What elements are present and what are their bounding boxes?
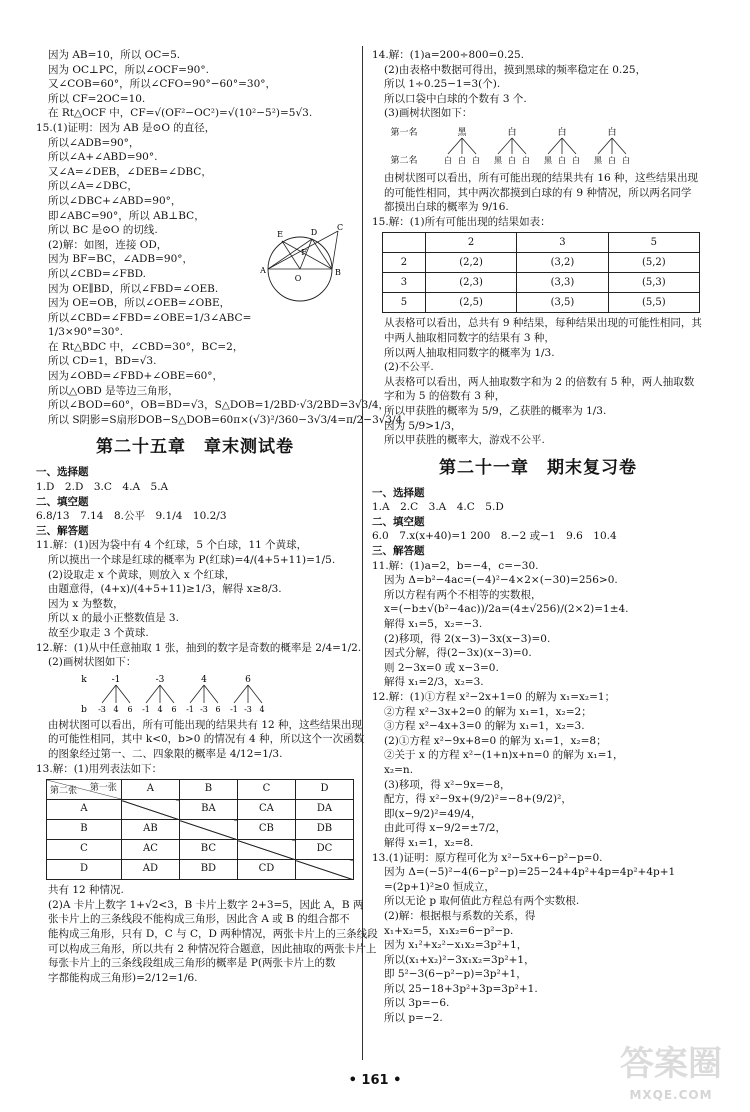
text-line: 14.解：(1)a=200÷800=0.25. xyxy=(372,49,525,61)
table-cell: BD xyxy=(179,860,237,880)
table-cell: (2,3) xyxy=(425,273,516,293)
tree-label: 6 xyxy=(245,674,251,685)
text-line: 6.8/13 7.14 8.公平 9.1/4 10.2/3 xyxy=(36,510,227,523)
text-line: 所以无论 p 取何值此方程总有两个实数根. xyxy=(384,895,580,908)
text-line: (2)画树状图如下： xyxy=(48,656,137,669)
text-line: 每张卡片上的三条线段组成三角形的概率是 P(两张卡片上的数 xyxy=(48,957,336,970)
text-line: ③方程 x²−4x+3=0 的解为 x₁=1，x₂=3. xyxy=(384,720,585,733)
text-line: 所以方程有两个不相等的实数根， xyxy=(384,588,542,601)
text-line: 所以(x₁+x₂)²−3x₁x₂=3p²+1， xyxy=(384,953,535,966)
tree-branch xyxy=(160,685,174,703)
tree-label: 白 xyxy=(608,155,616,165)
table-15 xyxy=(382,232,700,313)
text-line: 12.解：(1)从中任意抽取 1 张，抽到的数字是奇数的概率是 2/4=1/2. xyxy=(36,641,362,654)
text-line: 因为 OE∥BD，所以∠FBD=∠OEB. xyxy=(48,282,219,295)
tree-label: 白 xyxy=(458,155,466,165)
text-line: 所以甲获胜的概率为 5/9，乙获胜的概率为 1/3. xyxy=(384,404,607,417)
tree-label: 4 xyxy=(157,704,163,714)
table-cell: (3,5) xyxy=(517,293,608,313)
text-line: 字和为 5 的倍数有 3 种， xyxy=(384,390,506,403)
table-cell: CA xyxy=(237,800,295,820)
text-line: 张卡片上的三条线段不能构成三角形，因此含 A 或 B 的组合都不 xyxy=(48,913,350,926)
text-line: 因为 AB=10，所以 OC=5. xyxy=(48,49,181,61)
watermark-main: 答案圈 xyxy=(620,1044,722,1084)
table-cell: 3 xyxy=(383,273,426,293)
text-line: (2)①方程 x²−9x+8=0 的解为 x₁=1，x₂=8； xyxy=(384,734,607,747)
tree-branch xyxy=(548,138,562,154)
table-cell: AB xyxy=(121,820,179,840)
tree-branch xyxy=(282,241,332,269)
text-line: 13.解：(1)用列表法如下： xyxy=(36,762,163,775)
text-line: 因为 BF=BC，∠ADB=90°， xyxy=(48,253,194,266)
chapter25-answers-part1 xyxy=(36,465,362,669)
tree-label: B xyxy=(335,268,341,278)
tree-label: O xyxy=(294,274,302,284)
tree-label: 黑 xyxy=(594,155,602,165)
text-line: 从表格可以看出，总共有 9 种结果，每种结果出现的可能性相同，其 xyxy=(384,317,702,330)
watermark-logo xyxy=(606,1036,736,1106)
tree-label: -3 xyxy=(244,704,252,714)
tree-label: -1 xyxy=(142,704,150,714)
text-line: x₁+x₂=5，x₁x₂=6−p²−p. xyxy=(384,924,514,937)
text-line: (2)设取走 x 个黄球，则放入 x 个红球， xyxy=(48,568,236,581)
text-line: 12.解：(1)①方程 x²−2x+1=0 的解为 x₁=x₂=1； xyxy=(372,691,616,703)
tree-branch xyxy=(248,685,262,703)
text-line: 即∠ABC=90°，所以 AB⊥BC， xyxy=(48,209,205,222)
text-line: 因为 x 为整数， xyxy=(48,597,124,610)
text-line: 字都能构成三角形)=2/12=1/6. xyxy=(48,971,198,984)
text-line: 一、选择题 xyxy=(372,486,425,499)
table-cell: CD xyxy=(237,860,295,880)
text-line: 的可能性相同，其中两次都摸到白球的有 9 种情况，所以两名同学 xyxy=(384,186,692,199)
text-line: 所以 1÷0.25−1=3(个). xyxy=(384,78,501,91)
text-line: 所以口袋中白球的个数有 3 个. xyxy=(384,92,527,105)
right-column xyxy=(372,48,704,1062)
table-cell xyxy=(295,860,353,880)
text-line: 从表格可以看出，两人抽取数字和为 2 的倍数有 5 种，两人抽取数 xyxy=(384,375,695,388)
text-line: 因为 OE=OB，所以∠OEB=∠OBE， xyxy=(48,297,231,310)
tree-label: 6 xyxy=(171,704,177,714)
text-line: 所以 p=−2. xyxy=(384,1012,443,1025)
table-cell: (5,3) xyxy=(608,273,699,293)
text-line: 配方，得 x²−9x+(9/2)²=−8+(9/2)²， xyxy=(384,793,572,806)
text-line: 解得 x₁=1，x₂=8. xyxy=(384,836,474,849)
table-header-cell: 5 xyxy=(608,233,699,253)
table-cell: AC xyxy=(121,840,179,860)
text-line: 15.解：(1)所有可能出现的结果如表： xyxy=(372,215,551,228)
text-line: 因为 Δ=b²−4ac=(−4)²−4×2×(−30)=256>0. xyxy=(384,574,618,587)
tree-label: -3 xyxy=(98,704,106,714)
table-cell: (5,5) xyxy=(608,293,699,313)
text-line: 因为 OC⊥PC，所以∠OCF=90°. xyxy=(48,63,209,76)
text-line: 二、填空题 xyxy=(372,515,425,528)
tree-label: 第二名 xyxy=(390,155,418,166)
text-line: (2)不公平. xyxy=(384,361,434,374)
tree-diagram-12 xyxy=(76,672,276,716)
text-line: ②关于 x 的方程 x²−(1+n)x+n=0 的解为 x₁=1， xyxy=(384,749,624,762)
table-row xyxy=(47,860,354,880)
tree-label: 白 xyxy=(472,155,480,165)
tree-label: D xyxy=(310,228,318,238)
table-cell: DC xyxy=(295,840,353,860)
chapter21-answers xyxy=(372,486,704,1026)
text-line: 故至少取走 3 个黄球. xyxy=(48,626,149,639)
text-line: (2)移项，得 2(x−3)−3x(x−3)=0. xyxy=(384,632,551,645)
text-line: 因式分解，得(2−3x)(x−3)=0. xyxy=(384,647,532,660)
chapter25-answers-part3 xyxy=(36,883,378,985)
text-line: 又∠A=∠DEB，∠DEB=∠DBC， xyxy=(48,165,212,178)
table-cell: BA xyxy=(179,800,237,820)
text-line: 所以∠CBD=∠FBD=∠OBE=1/3∠ABC= xyxy=(48,311,252,324)
tree-branch xyxy=(116,685,130,703)
text-line: 15.(1)证明：因为 AB 是⊙O 的直径， xyxy=(36,121,216,134)
text-line: 则 2−3x=0 或 x−3=0. xyxy=(384,661,499,674)
text-line: (2)A 卡片上数字 1+√2<3，B 卡片上数字 2+3=5，因此 A，B 两 xyxy=(48,898,364,911)
text-line: 1.D 2.D 3.C 4.A 5.A xyxy=(36,481,169,494)
text-line: 因为 5/9>1/3， xyxy=(384,419,462,432)
page-number: • 161 • xyxy=(348,1073,402,1088)
tree-branch xyxy=(498,138,512,154)
text-line: (2)解：根据根与系数的关系，得 xyxy=(384,909,536,922)
table-row xyxy=(47,840,354,860)
text-line: 所以 CF=2OC=10. xyxy=(48,92,146,105)
table-row xyxy=(383,253,700,273)
text-line: 解得 x₁=2/3，x₂=3. xyxy=(384,676,484,689)
table-cell: (2,5) xyxy=(425,293,516,313)
tree-label: 黑 xyxy=(494,155,502,165)
chapter21-title: 第二十一章 期末复习卷 xyxy=(439,457,637,478)
text-line: (3)画树状图如下： xyxy=(384,107,473,120)
table-cell: B xyxy=(47,820,122,840)
tree-label: -1 xyxy=(111,674,121,685)
table-cell xyxy=(121,800,179,820)
text-line: 所以甲获胜的概率大，游戏不公平. xyxy=(384,434,545,447)
text-line: ②方程 x²−3x+2=0 的解为 x₁=1，x₂=2； xyxy=(384,705,592,718)
table-cell: (3,2) xyxy=(517,253,608,273)
text-line: 由树状图可以看出，所有可能出现的结果共有 16 种，这些结果出现 xyxy=(384,171,699,184)
text-line: 一、选择题 xyxy=(36,466,89,479)
tree-label: 黑 xyxy=(544,155,552,165)
text-line: 所以∠CBD=∠FBD. xyxy=(48,267,146,280)
text-line: 因为 x₁²+x₂²−x₁x₂=3p²+1， xyxy=(384,939,528,952)
table-header-cell: B xyxy=(179,780,237,800)
text-line: 1.A 2.C 3.A 4.C 5.D xyxy=(372,501,504,514)
table-cell: A xyxy=(47,800,122,820)
text-line: 1/3×90°=30°. xyxy=(48,326,124,339)
text-line: (2)解：如图，连接 OD， xyxy=(48,238,168,251)
table-corner xyxy=(47,780,122,800)
text-line: 都摸出白球的概率为 9/16. xyxy=(384,201,509,214)
table-row xyxy=(47,800,354,820)
tree-label: 6 xyxy=(215,704,221,714)
tree-label: -3 xyxy=(155,674,165,685)
text-line: 所以△OBD 是等边三角形， xyxy=(48,384,179,397)
table-cell: (5,2) xyxy=(608,253,699,273)
tree-label: 黑 xyxy=(457,127,467,138)
text-line: 即(x−9/2)²=49/4， xyxy=(384,807,482,820)
table-cell: (2,2) xyxy=(425,253,516,273)
text-line: 能构成三角形，只有 D，C 与 C，D 两种情况，两张卡片上的三条线段 xyxy=(48,927,378,940)
text-line: x=(−b±√(b²−4ac))/2a=(4±√256)/(2×2)=1±4. xyxy=(384,603,629,616)
chapter25-title: 第二十五章 章末测试卷 xyxy=(96,437,294,458)
tree-label: 白 xyxy=(557,127,567,138)
tree-branch xyxy=(312,239,332,269)
text-line: 所以∠A+∠ABD=90°. xyxy=(48,151,158,164)
table-row xyxy=(47,820,354,840)
table-header-cell xyxy=(383,233,426,253)
text-line: 由树状图可以看出，所有可能出现的结果共有 12 种，这些结果出现 xyxy=(48,718,363,731)
text-line: 因为∠OBD=∠FBD+∠OBE=60°， xyxy=(48,370,224,383)
text-line: 所以 S阴影=S扇形DOB−S△DOB=60π×(√3)²/360−3√3/4=π/2−3√3/4. xyxy=(48,413,406,426)
table-13 xyxy=(46,779,354,880)
text-line: 的可能性相同，其中 k<0，b>0 的情况有 4 种，所以这个一次函数 xyxy=(48,733,365,746)
text-line: 三、解答题 xyxy=(372,545,425,558)
text-line: 由此可得 x−9/2=±7/2， xyxy=(384,822,506,835)
table-row xyxy=(383,273,700,293)
text-line: 所以 x 的最小正整数值是 3. xyxy=(48,612,179,625)
tree-branch xyxy=(562,138,576,154)
tree-label: 白 xyxy=(522,155,530,165)
text-line: 的图象经过第一、二、四象限的概率是 4/12=1/3. xyxy=(48,747,283,760)
text-line: 三、解答题 xyxy=(36,524,89,537)
tree-label: 白 xyxy=(607,127,617,138)
text-line: 在 Rt△BDC 中，∠CBD=30°，BC=2， xyxy=(48,340,244,353)
text-line: 所以∠DBC+∠ABD=90°， xyxy=(48,194,182,207)
text-line: 11.解：(1)因为袋中有 4 个红球，5 个白球，11 个黄球， xyxy=(36,539,308,552)
corner-bottom: 第二张 xyxy=(50,785,78,796)
text-line: (3)移项，得 x²−9x=−8， xyxy=(384,778,511,791)
watermark-url: MXQE.COM xyxy=(629,1088,713,1102)
tree-branch xyxy=(146,685,160,703)
text-line: 解得 x₁=5，x₂=−3. xyxy=(384,618,483,631)
tree-label: -1 xyxy=(186,704,194,714)
text-line: 所以∠BOD=60°，OB=BD=√3，S△DOB=1/2BD·√3/2BD=3√3/4， xyxy=(48,399,390,412)
text-line: 可以构成三角形，所以共有 2 种情况符合题意，因此抽取的两张卡片上 xyxy=(48,942,377,955)
tree-branch xyxy=(234,685,248,703)
tree-label: 白 xyxy=(444,155,452,165)
text-line: 所以 25−18+3p²+3p=3p²+1. xyxy=(384,982,538,995)
corner-top: 第一张 xyxy=(89,783,117,794)
tree-label: 白 xyxy=(558,155,566,165)
right-top-solutions xyxy=(372,48,704,121)
table-cell: DA xyxy=(295,800,353,820)
tree-label: E xyxy=(277,230,283,240)
tree-label: 白 xyxy=(622,155,630,165)
table-cell xyxy=(179,820,237,840)
text-line: x₂=n. xyxy=(384,763,414,776)
table-header-cell: A xyxy=(121,780,179,800)
text-line: 又∠COB=60°，所以∠CFO=90°−60°=30°， xyxy=(48,78,277,91)
tree-branch xyxy=(612,138,626,154)
table-cell: D xyxy=(47,860,122,880)
tree-branch xyxy=(598,138,612,154)
text-line: 所以∠A=∠DBC， xyxy=(48,180,138,193)
table-cell xyxy=(237,840,295,860)
tree-label: k xyxy=(81,674,87,685)
tree-label: 第一名 xyxy=(390,127,418,138)
tree-label: C xyxy=(336,223,344,233)
text-line: 所以摸出一个球是红球的概率为 P(红球)=4/(4+5+11)=1/5. xyxy=(48,554,336,566)
text-line: 由题意得，(4+x)/(4+5+11)≥1/3，解得 x≥8/3. xyxy=(48,583,282,596)
tree-branch xyxy=(512,138,526,154)
tree-label: -1 xyxy=(230,704,238,714)
text-line: 中两人抽取相同数字的结果有 3 种， xyxy=(384,331,555,344)
text-line: 在 Rt△OCF 中，CF=√(OF²−OC²)=√(10²−5²)=5√3. xyxy=(48,107,313,120)
text-line: 13.(1)证明：原方程可化为 x²−5x+6−p²−p=0. xyxy=(372,851,603,864)
table-cell: (3,3) xyxy=(517,273,608,293)
tree-branch xyxy=(462,138,476,154)
table-row xyxy=(383,293,700,313)
text-line: 二、填空题 xyxy=(36,495,89,508)
tree-label: A xyxy=(260,266,266,276)
tree-branch xyxy=(190,685,204,703)
text-line: 共有 12 种情况. xyxy=(48,884,124,897)
text-line: 6.0 7.x(x+40)=1 200 8.−2 或−1 9.6 10.4 xyxy=(372,530,617,543)
table-cell: CB xyxy=(237,820,295,840)
table-cell: AD xyxy=(121,860,179,880)
text-line: 因为 Δ=(−5)²−4(6−p²−p)=25−24+4p²+4p=4p²+4p+1 xyxy=(384,866,676,879)
tree-label: 白 xyxy=(508,155,516,165)
table-cell: C xyxy=(47,840,122,860)
text-line: (2)由表格中数据可得出，摸到黑球的频率稳定在 0.25， xyxy=(384,63,647,76)
right-after-table xyxy=(372,316,704,447)
table-cell: BC xyxy=(179,840,237,860)
table-cell: 5 xyxy=(383,293,426,313)
text-line: 所以∠ADB=90°， xyxy=(48,136,140,149)
chapter25-answers-part2 xyxy=(36,718,365,776)
text-line: =(2p+1)²≥0 恒成立， xyxy=(384,880,495,893)
right-mid-solutions xyxy=(372,171,704,229)
text-line: 即 5²−3(6−p²−p)=3p²+1， xyxy=(384,968,527,981)
tree-label: -3 xyxy=(200,704,208,714)
tree-label: 4 xyxy=(201,674,207,685)
tree-branch xyxy=(448,138,462,154)
table-header-cell: C xyxy=(237,780,295,800)
tree-branch xyxy=(102,685,116,703)
tree-branch xyxy=(204,685,218,703)
table-cell: DB xyxy=(295,820,353,840)
tree-label: 4 xyxy=(259,704,265,714)
text-line: 所以两人抽取相同数字的概率为 1/3. xyxy=(384,346,555,359)
table-header-cell: D xyxy=(295,780,353,800)
tree-label: 白 xyxy=(572,155,580,165)
tree-label: 4 xyxy=(113,704,119,714)
tree-diagram-14 xyxy=(382,123,642,169)
text-line: 所以 BC 是⊙O 的切线. xyxy=(48,224,158,237)
text-line: 11.解：(1)a=2，b=−4，c=−30. xyxy=(372,559,539,572)
table-cell: 2 xyxy=(383,253,426,273)
text-line: 所以 CD=1，BD=√3. xyxy=(48,355,157,368)
table-header-cell: 3 xyxy=(517,233,608,253)
tree-label: 白 xyxy=(507,127,517,138)
tree-label: F xyxy=(301,248,307,258)
tree-label: 6 xyxy=(127,704,133,714)
tree-branch xyxy=(332,231,338,269)
table-header-cell: 2 xyxy=(425,233,516,253)
tree-branch xyxy=(282,241,300,269)
tree-label: b xyxy=(81,704,87,715)
text-line: 所以 3p=−6. xyxy=(384,997,450,1010)
geometry-figure xyxy=(252,223,348,305)
